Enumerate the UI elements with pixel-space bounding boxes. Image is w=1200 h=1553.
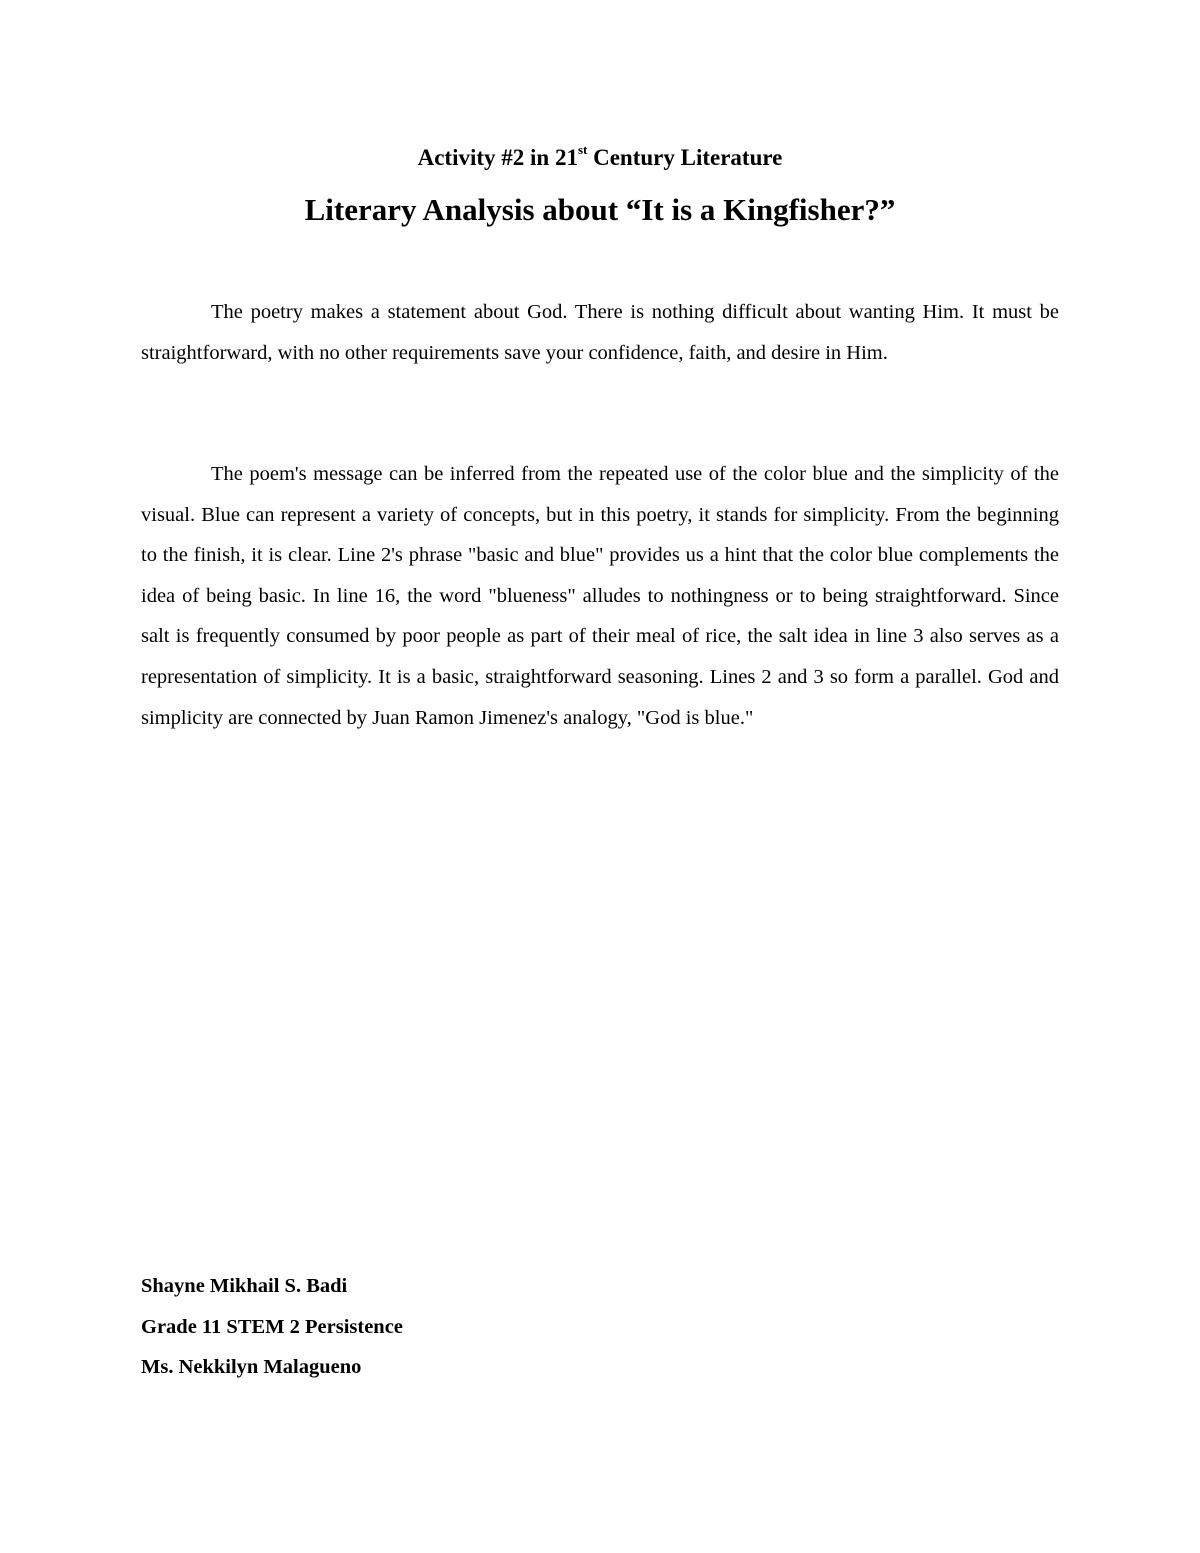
signature-block xyxy=(141,1266,403,1388)
analysis-title: Literary Analysis about “It is a Kingfisher?” xyxy=(304,192,896,227)
paragraph-2: The poem's message can be inferred from the repeated use of the color blue and the simplicity of the visual. Blue can represent a variety of concepts, but in this poetry, it stands for simplicity. From the beginning to the finish, it is clear. Line 2's phrase "basic and blue" provides us a hint that the color blue complements the idea of being basic. In line 16, the word "blueness" alludes to nothingness or to being straightforward. Since salt is frequently consumed by poor people as part of their meal of rice, the salt idea in line 3 also serves as a representation of simplicity. It is a basic, straightforward seasoning. Lines 2 and 3 so form a parallel. God and simplicity are connected by Juan Ramon Jimenez's analogy, "God is blue." xyxy=(141,463,1059,729)
paragraph-1: The poetry makes a statement about God. There is nothing difficult about wanting Him. It must be straightforward, with no other requirements save your confidence, faith, and desire in Him. xyxy=(141,301,1059,364)
activity-title-prefix: Activity #2 in 21 xyxy=(417,145,578,170)
teacher-name: Ms. Nekkilyn Malagueno xyxy=(141,1356,362,1379)
author-name: Shayne Mikhail S. Badi xyxy=(141,1275,348,1297)
activity-title-suffix: Century Literature xyxy=(587,145,783,170)
activity-title xyxy=(0,140,1200,176)
grade-section: Grade 11 STEM 2 Persistence xyxy=(141,1315,403,1338)
ordinal-superscript: st xyxy=(577,142,588,158)
